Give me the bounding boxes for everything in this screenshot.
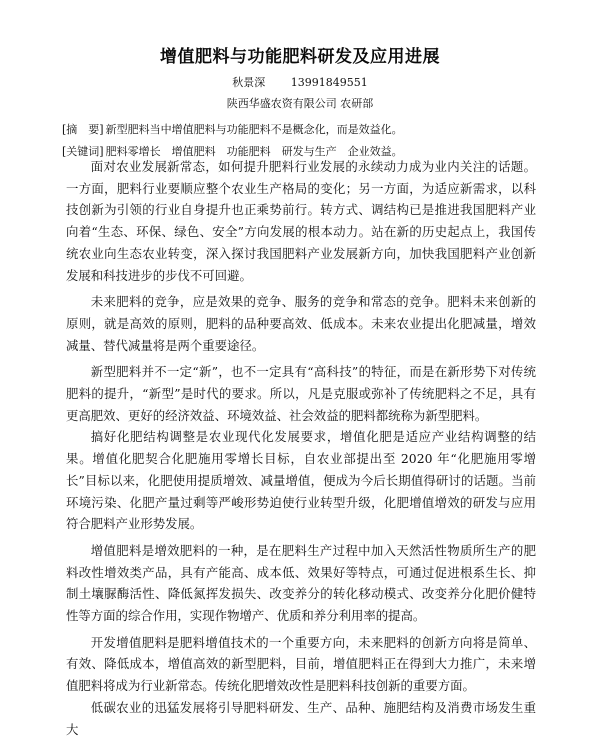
abstract-text: 新型肥料当中增值肥料与功能肥料不是概念化，而是效益化。 [105, 123, 403, 136]
abstract [62, 123, 562, 137]
paragraph: 增值肥料是增效肥料的一种，是在肥料生产过程中加入天然活性物质所生产的肥料改性增效类产品，具有产能高、成本低、效果好等特点，可通过促进根系生长、抑制土壤脲酶活性、降低氮挥发损失、改变养分的转化移动模式、改变养分化肥价健特性等方面的综合作用，实现作物增产、优质和养分利用率的提高。 [66, 542, 536, 624]
body-text [66, 156, 536, 740]
abstract-label: [摘 要] [62, 123, 104, 136]
author-phone: 13991849551 [290, 76, 368, 89]
keywords-text: 肥料零增长 增值肥料 功能肥料 研发与生产 企业效益。 [105, 145, 403, 158]
paragraph: 面对农业发展新常态，如何提升肥料行业发展的永续动力成为业内关注的话题。一方面，肥料行业要顺应整个农业生产格局的变化；另一方面，为适应新需求，以科技创新为引领的行业自身提升也正乘势前行。转方式、调结构已是推进我国肥料产业向着“生态、环保、绿色、安全”方向发展的根本动力。站在新的历史起点上，我国传统农业向生态农业转变，深入探讨我国肥料产业发展新方向，加快我国肥料产业创新发展和科技进步的步伐不可回避。 [66, 159, 536, 283]
author-name: 秋景深 [232, 76, 266, 89]
paragraph: 低碳农业的迅猛发展将引导肥料研发、生产、品种、施肥结构及消费市场发生重大 [66, 699, 536, 737]
paragraph: 未来肥料的竞争，应是效果的竞争、服务的竞争和常态的竞争。肥料未来创新的原则，就是高效的原则，肥料的品种要高效、低成本。未来农业提出化肥减量，增效减量、替代减量将是两个重要途径。 [66, 294, 536, 353]
paragraph: 新型肥料并不一定“新”，也不一定具有“高科技”的特征，而是在新形势下对传统肥料的提升，“新型”是时代的要求。所以，凡是克服或弥补了传统肥料之不足，具有更高肥效、更好的经济效益、环境效益、社会效益的肥料都统称为新型肥料。 [66, 364, 536, 423]
paragraph: 开发增值肥料是肥料增值技术的一个重要方向，未来肥料的创新方向将是简单、有效、降低成本，增值高效的新型肥料，目前，增值肥料正在得到大力推广，未来增值肥料将成为行业新常态。传统化肥增效改性是肥料科技创新的重要方面。 [66, 634, 536, 694]
author-affiliation: 陕西华盛农资有限公司 农研部 [226, 97, 374, 110]
keywords-label: [关键词] [62, 145, 104, 158]
paragraph: 搞好化肥结构调整是农业现代化发展要求，增值化肥是适应产业结构调整的结果。增值化肥契合化肥施用零增长目标，自农业部提出至 2020 年“化肥施用零增长”目标以来，化肥使用提质增效、减量增值，便成为今后长期值得研讨的话题。当前环境污染、化肥产量过剩等严峻形势迫使行业转型升级，化肥增值增效的研发与应用符合肥料产业形势发展。 [66, 429, 536, 532]
document-title: 增值肥料与功能肥料研发及应用进展 [160, 47, 440, 67]
author-line [0, 76, 600, 90]
